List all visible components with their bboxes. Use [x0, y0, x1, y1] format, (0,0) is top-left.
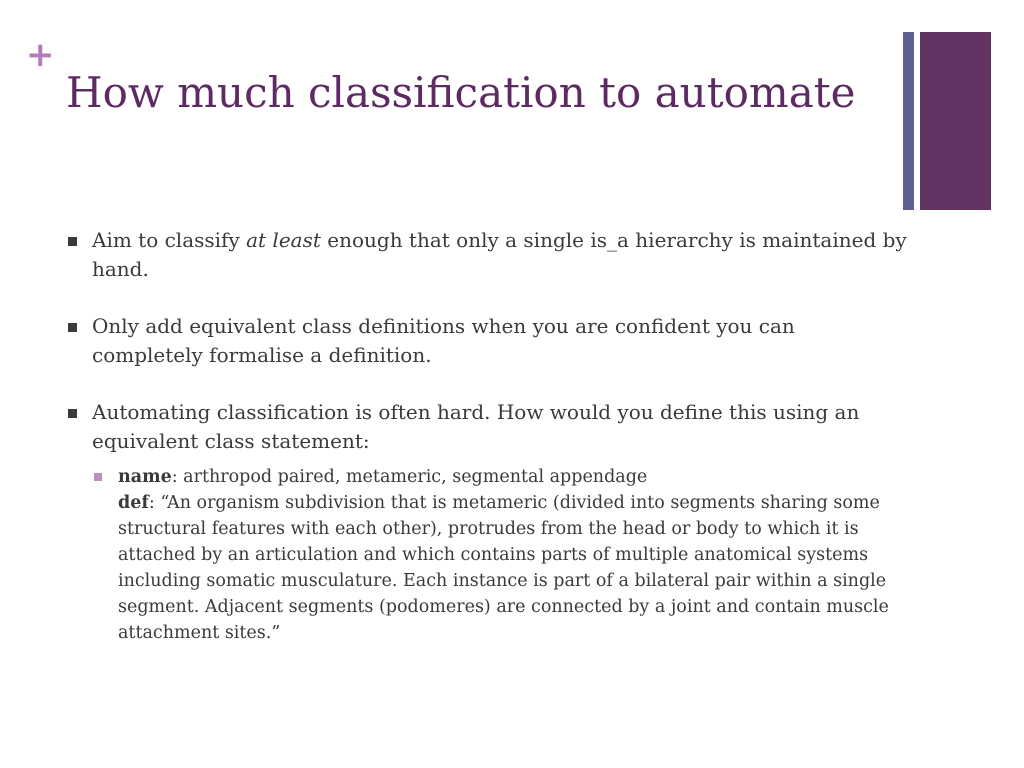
decorative-bar-thin — [903, 32, 914, 210]
def-text: : “An organism subdivision that is metameric (divided into segments sharing some structural features with each other), protrudes from the head or body to which it is attached by an articulation and which contains parts of multiple anatomical systems including somatic musculature. Each instance is part of a bilateral pair within a single segment. Adjacent segments (podomeres) are connected by a joint and contain muscle attachment sites.” — [118, 493, 889, 643]
bullet-text-start: Aim to classify — [92, 228, 247, 252]
bullet-item — [68, 398, 908, 456]
bullet-text-end: enough that only a single is_a hierarchy is maintained by hand. — [92, 228, 907, 281]
def-label: def — [118, 493, 149, 513]
bullet-item — [68, 226, 908, 284]
slide-content — [68, 226, 908, 646]
name-label: name — [118, 467, 172, 487]
bullet-square-icon — [68, 409, 77, 418]
term-def-line — [118, 490, 908, 646]
sub-bullet-item — [68, 464, 908, 646]
sub-bullet-square-icon — [94, 473, 102, 481]
bullet-item — [68, 312, 908, 370]
bullet-text: Automating classification is often hard. How would you define this using an equivalent class statement: — [92, 400, 860, 453]
decorative-bar-wide — [920, 32, 991, 210]
plus-icon: + — [26, 35, 55, 75]
bullet-square-icon — [68, 237, 77, 246]
term-name-line — [118, 464, 908, 490]
name-text: : arthropod paired, metameric, segmental appendage — [171, 467, 648, 487]
bullet-square-icon — [68, 323, 77, 332]
bullet-text-emphasis: at least — [246, 228, 321, 252]
slide-title: How much classification to automate — [66, 68, 856, 117]
bullet-text: Only add equivalent class definitions when you are confident you can completely formalise a definition. — [92, 314, 795, 367]
